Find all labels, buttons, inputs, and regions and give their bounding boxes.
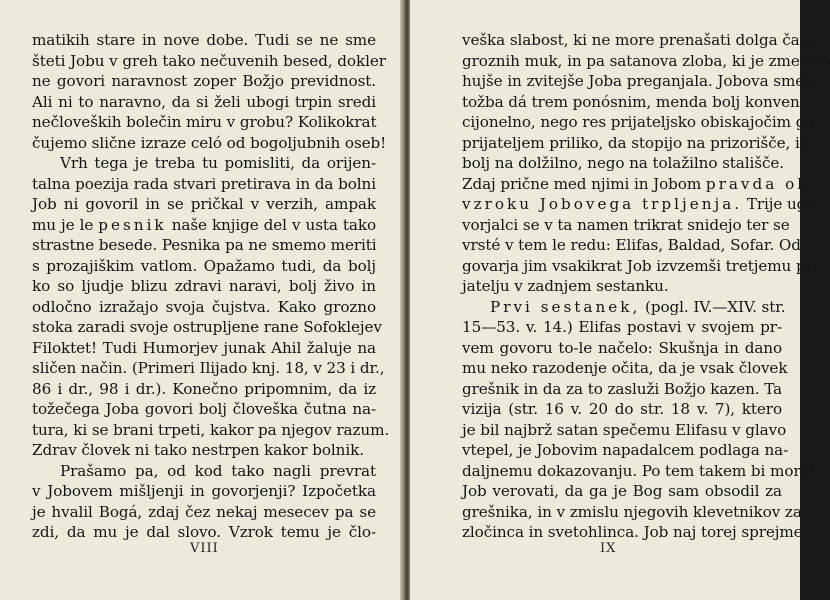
text-line: Zdaj prične med njimi in Jobom pravda ob (462, 174, 810, 193)
right-page-number: IX (600, 541, 617, 556)
text-line: je hvalil Bogá, zdaj čez nekaj mesecev pa se (32, 502, 376, 521)
text-line: 15—53. v. 14.) Elifas postavi v svojem pr- (462, 318, 782, 336)
text-line: veška slabost, ki ne more prenašati dolga časa (462, 31, 817, 49)
text-line: Job verovati, da ga je Bog sam obsodil za (462, 482, 782, 500)
text-line: ne govori naravnost zoper Božjo previdnost. (32, 72, 376, 90)
text-line: vtepel, je Jobovim napadalcem podlaga na- (462, 441, 789, 459)
text-line: Ali ni to naravno, da si želi ubogi trpin sredi (32, 92, 376, 111)
right-page-text (462, 30, 830, 543)
text-line: vizija (str. 16 v. 20 do str. 18 v. 7), ktero (462, 400, 782, 418)
text-line: Prvi sestanek, (pogl. IV.—XIV. str. (490, 297, 786, 316)
text-line: vem govoru to-le načelo: Skušnja in dano (462, 338, 782, 357)
text-line: Job ni govoril in se pričkal v verzih, ampak (32, 195, 376, 213)
text-line: jatelju v zadnjem sestanku. (462, 277, 669, 295)
text-line: v Jobovem mišljenji in govorjenji? Izpočetka (32, 482, 376, 500)
left-page (0, 0, 402, 600)
text-line: groznih muk, in pa satanova zloba, ki je zmerom (462, 51, 830, 70)
text-line: Filoktet! Tudi Humorjev junak Ahil žaluje na (32, 338, 376, 357)
text-line: grešnika, in v zmislu njegovih klevetnikov za (462, 502, 802, 521)
text-line: Vrh tega je treba tu pomisliti, da orijen- (60, 154, 376, 172)
left-page-text (32, 30, 390, 543)
text-line: matikih stare in nove dobe. Tudi se ne sme (32, 31, 376, 49)
text-line: daljnemu dokazovanju. Po tem takem bi moral (462, 461, 815, 480)
text-line: sličen način. (Primeri Ilijado knj. 18, v 23 i dr., (32, 359, 385, 377)
text-line: ko so ljudje blizu zdravi naravi, bolj živo in (32, 277, 376, 295)
text-line: čujemo slične izraze celó od bogoljubnih oseb! (32, 133, 387, 152)
text-line: Prašamo pa, od kod tako nagli prevrat (60, 461, 376, 480)
text-line: cijonelno, nego res prijateljsko obiskajočim ga (462, 113, 815, 131)
text-line: Zdrav človek ni tako nestrpen kakor bolnik. (32, 441, 364, 459)
text-line: mu je le pesnik naše knjige del v usta tako (32, 215, 376, 234)
text-line: stoka zaradi svoje ostrupljene rane Sofoklejev (32, 318, 382, 336)
text-line: bolj na dolžilno, nego na tolažilno stališče. (462, 154, 784, 172)
text-line: šteti Jobu v greh tako nečuvenih besed, dokler (32, 51, 386, 70)
text-line: govarja jim vsakikrat Job izvzemši tretjemu pri- (462, 256, 823, 275)
text-line: je bil najbrž satan spečemu Elifasu v glavo (462, 420, 787, 439)
text-line: prijateljem priliko, da stopijo na prizorišče, in (462, 133, 810, 152)
right-page (410, 0, 830, 600)
text-line: tožečega Joba govori bolj človeška čutna na- (32, 400, 376, 418)
text-line: hujše in zvitejše Joba preganjala. Jobova smela (462, 72, 818, 90)
text-line: tožba dá trem ponósnim, menda bolj konven- (462, 92, 805, 111)
text-line: nečloveških bolečin miru v grobu? Kolikokrat (32, 113, 377, 131)
text-line: vrsté v tem le redu: Elifas, Baldad, Sofar. Od- (462, 236, 806, 254)
text-line: tura, ki se brani trpeti, kakor pa njegov razum. (32, 420, 390, 439)
text-line: mu neko razodenje očita, da je vsak človek (462, 359, 788, 377)
text-line: talna poezija rada stvari pretirava in da bolni (32, 174, 376, 193)
text-line: vzroku Jobovega trpljenja. Trije ugo- (462, 195, 821, 213)
text-line: vorjalci se v ta namen trikrat snidejo ter se (462, 215, 790, 234)
text-line: zdi, da mu je dal slovo. Vzrok temu je člo- (32, 523, 376, 541)
text-line: grešnik in da za to zasluži Božjo kazen. Ta (462, 379, 783, 398)
left-page-number: VIII (190, 541, 219, 556)
text-line: s prozajiškim vatlom. Opažamo tudi, da bolj (32, 256, 376, 275)
text-line: zločinca in svetohlinca. Job naj torej sprejme (462, 523, 803, 541)
text-line: odločno izražajo svoja čujstva. Kako grozno (32, 297, 376, 316)
text-line: strastne besede. Pesnika pa ne smemo meriti (32, 236, 377, 254)
text-line: 86 i dr., 98 i dr.). Konečno pripomnim, da iz (32, 379, 376, 398)
